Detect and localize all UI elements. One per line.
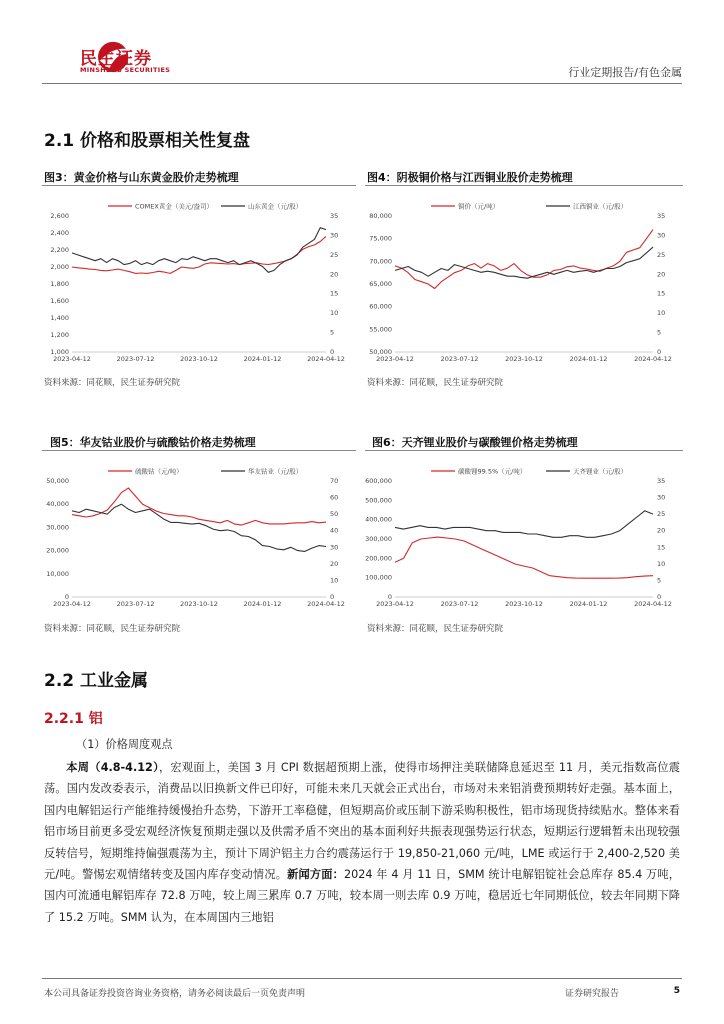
left-tick-label: 10,000 — [46, 569, 69, 578]
legend-label: 硫酸钴（元/吨） — [135, 467, 183, 476]
x-tick-label: 2023-10-12 — [180, 355, 218, 363]
x-tick-label: 2023-04-12 — [376, 600, 414, 608]
x-tick-label: 2023-04-12 — [53, 600, 91, 608]
left-tick-label: 2,600 — [50, 212, 69, 220]
section-title-2-2-1: 2.2.1 铝 — [44, 711, 103, 727]
left-tick-label: 70,000 — [369, 257, 392, 266]
left-tick-label: 600,000 — [365, 477, 392, 485]
right-tick-label: 20 — [330, 270, 339, 279]
right-tick-label: 35 — [330, 212, 339, 220]
figure-6-source: 资料来源：同花顺，民生证券研究院 — [367, 624, 504, 634]
right-tick-label: 15 — [657, 543, 666, 552]
left-tick-label: 400,000 — [365, 515, 392, 524]
figure-4-source: 资料来源：同花顺，民生证券研究院 — [367, 378, 504, 388]
figure-5-rule — [42, 450, 356, 451]
left-tick-label: 0 — [64, 593, 69, 601]
x-tick-label: 2024-01-12 — [569, 600, 608, 608]
series-line — [395, 247, 653, 278]
series-line — [72, 228, 326, 273]
footer-report-type: 证券研究报告 — [565, 989, 620, 999]
x-tick-label: 2024-01-12 — [243, 355, 282, 363]
right-tick-label: 10 — [657, 559, 666, 568]
x-tick-label: 2024-01-12 — [569, 355, 608, 363]
figure-3-rule — [42, 185, 356, 186]
right-tick-label: 35 — [657, 477, 666, 485]
left-tick-label: 65,000 — [369, 280, 392, 288]
left-tick-label: 1,400 — [50, 314, 69, 322]
left-tick-label: 30,000 — [46, 523, 69, 532]
right-tick-label: 15 — [657, 289, 666, 298]
x-tick-label: 2023-10-12 — [180, 600, 218, 608]
figure-6-title: 图6：天齐锂业股价与碳酸锂价格走势梳理 — [372, 436, 578, 449]
x-tick-label: 2023-07-12 — [116, 600, 155, 608]
right-tick-label: 60 — [330, 493, 339, 502]
right-tick-label: 40 — [330, 526, 339, 535]
figure-3-source: 资料来源：同花顺，民生证券研究院 — [44, 378, 181, 388]
legend-label: 碳酸锂99.5%（元/吨） — [458, 467, 527, 476]
report-category: 行业定期报告/有色金属 — [568, 66, 682, 79]
right-tick-label: 0 — [330, 593, 335, 601]
right-tick-label: 20 — [657, 526, 666, 535]
series-line — [72, 236, 326, 273]
right-tick-label: 10 — [330, 576, 339, 585]
right-tick-label: 10 — [330, 309, 339, 318]
right-tick-label: 0 — [657, 348, 662, 356]
left-tick-label: 55,000 — [369, 325, 392, 334]
right-tick-label: 15 — [330, 289, 339, 298]
x-tick-label: 2024-04-12 — [634, 355, 672, 363]
footer-disclaimer: 本公司具备证券投资咨询业务资格，请务必阅读最后一页免责声明 — [44, 989, 306, 999]
header-divider — [42, 83, 682, 84]
right-tick-label: 20 — [330, 559, 339, 568]
logo-text-en: MINSHENG SECURITIES — [80, 66, 171, 74]
x-tick-label: 2024-04-12 — [634, 600, 672, 608]
left-tick-label: 60,000 — [369, 302, 392, 311]
section-title-2-1: 2.1 价格和股票相关性复盘 — [44, 131, 251, 151]
section-title-2-2: 2.2 工业金属 — [44, 671, 149, 691]
figure-4-rule — [365, 185, 683, 186]
left-tick-label: 75,000 — [369, 234, 392, 243]
left-tick-label: 1,000 — [50, 348, 69, 356]
right-tick-label: 5 — [330, 328, 335, 337]
legend-label: 铜价（元/吨） — [458, 202, 500, 211]
right-tick-label: 30 — [330, 231, 339, 240]
series-line — [72, 504, 326, 551]
left-tick-label: 80,000 — [369, 212, 392, 220]
legend-label: COMEX黄金（美元/盎司） — [135, 202, 214, 211]
right-tick-label: 10 — [657, 309, 666, 318]
figure-5-chart — [42, 461, 356, 611]
body-lead-bold: 本周（4.8-4.12） — [66, 761, 159, 774]
x-tick-label: 2023-04-12 — [53, 355, 91, 363]
right-tick-label: 5 — [657, 328, 662, 337]
left-tick-label: 2,200 — [50, 246, 69, 254]
page-number: 5 — [673, 986, 680, 996]
figure-3-title: 图3：黄金价格与山东黄金股价走势梳理 — [44, 171, 239, 184]
right-tick-label: 0 — [657, 593, 662, 601]
left-tick-label: 2,400 — [50, 229, 69, 237]
body-paragraph — [44, 757, 680, 928]
left-tick-label: 1,600 — [50, 297, 69, 305]
right-tick-label: 0 — [330, 348, 335, 356]
x-tick-label: 2023-07-12 — [116, 355, 155, 363]
x-tick-label: 2023-04-12 — [376, 355, 414, 363]
x-tick-label: 2023-10-12 — [505, 600, 543, 608]
x-tick-label: 2023-07-12 — [440, 600, 479, 608]
right-tick-label: 25 — [657, 250, 666, 259]
left-tick-label: 1,200 — [50, 331, 69, 339]
x-tick-label: 2023-07-12 — [440, 355, 479, 363]
series-line — [72, 488, 326, 525]
figure-5-title: 图5：华友钴业股价与硫酸钴价格走势梳理 — [50, 436, 256, 449]
right-tick-label: 5 — [657, 576, 662, 585]
list-item-price-view: （1）价格周度观点 — [76, 738, 173, 751]
body-lead-text: ，宏观面上，美国 3 月 CPI 数据超预期上涨，使得市场押注美联储降息延迟至 11 月，美元指数高位震荡。国内发改委表示，消费品以旧换新文件已印好，可能未来几天就会正式出台，市场对未来铝消费预期转好走强。基本面上，国内电解铝运行产能维持缓慢抬升态势，下游开工率稳健，但短期高价或压制下游采购积极性，铝市场现货持续贴水。整体来看铝市场目前更多受宏观经济恢复预期走强以及供需矛盾不突出的基本面利好共振表现强势运行状态，短期运行逻辑暂未出现较强反转信号，短期维持偏强震荡为主，预计下周沪铝主力合约震荡运行于 19,850-21,060 元/吨，LME 或运行于 2,400-2,520 美元/吨。警惕宏观情绪转变及国内库存变动情况。 — [44, 761, 680, 882]
right-tick-label: 30 — [657, 493, 666, 502]
legend-label: 华友钴业（元/股） — [248, 467, 303, 476]
figure-4-title: 图4：阴极铜价格与江西铜业股价走势梳理 — [367, 171, 573, 184]
legend-label: 江西铜业（元/股） — [573, 202, 628, 211]
x-tick-label: 2024-04-12 — [307, 600, 345, 608]
figure-5-source: 资料来源：同花顺，民生证券研究院 — [44, 624, 181, 634]
left-tick-label: 1,800 — [50, 280, 69, 288]
figure-3-chart — [42, 196, 356, 366]
legend-label: 天齐锂业（元/股） — [573, 467, 628, 476]
right-tick-label: 20 — [657, 270, 666, 279]
left-tick-label: 0 — [387, 593, 392, 601]
left-tick-label: 50,000 — [369, 348, 392, 356]
left-tick-label: 100,000 — [365, 573, 392, 582]
right-tick-label: 35 — [657, 212, 666, 220]
series-line — [395, 537, 653, 578]
left-tick-label: 500,000 — [365, 496, 392, 505]
right-tick-label: 25 — [330, 250, 339, 259]
left-tick-label: 2,000 — [50, 263, 69, 271]
body-news-bold: 新闻方面： — [287, 868, 345, 882]
figure-6-chart — [365, 461, 683, 611]
left-tick-label: 40,000 — [46, 500, 69, 509]
figure-6-rule — [365, 450, 683, 451]
right-tick-label: 30 — [657, 231, 666, 240]
left-tick-label: 20,000 — [46, 546, 69, 555]
series-line — [395, 230, 653, 289]
x-tick-label: 2023-10-12 — [505, 355, 543, 363]
logo-text-cn: 民生证券 — [80, 49, 152, 69]
x-tick-label: 2024-04-12 — [307, 355, 345, 363]
right-tick-label: 70 — [330, 477, 339, 485]
legend-label: 山东黄金（元/股） — [248, 202, 303, 211]
left-tick-label: 300,000 — [365, 535, 392, 543]
left-tick-label: 50,000 — [46, 477, 69, 485]
left-tick-label: 200,000 — [365, 554, 392, 563]
right-tick-label: 25 — [657, 510, 666, 519]
series-line — [395, 511, 653, 538]
right-tick-label: 30 — [330, 543, 339, 552]
footer-divider — [42, 978, 682, 979]
figure-4-chart — [365, 196, 683, 366]
body-news-text: 2024 年 4 月 11 日，SMM 统计电解铝锭社会总库存 85.4 万吨，国内可流通电解铝库存 72.8 万吨，较上周三累库 0.7 万吨，较本周一则去库 0.9 万吨，稳居近七年同期低位，较去年同期下降了 15.2 万吨。SMM 认为，在本周国内三地铝 — [44, 868, 680, 924]
right-tick-label: 50 — [330, 510, 339, 519]
x-tick-label: 2024-01-12 — [243, 600, 282, 608]
